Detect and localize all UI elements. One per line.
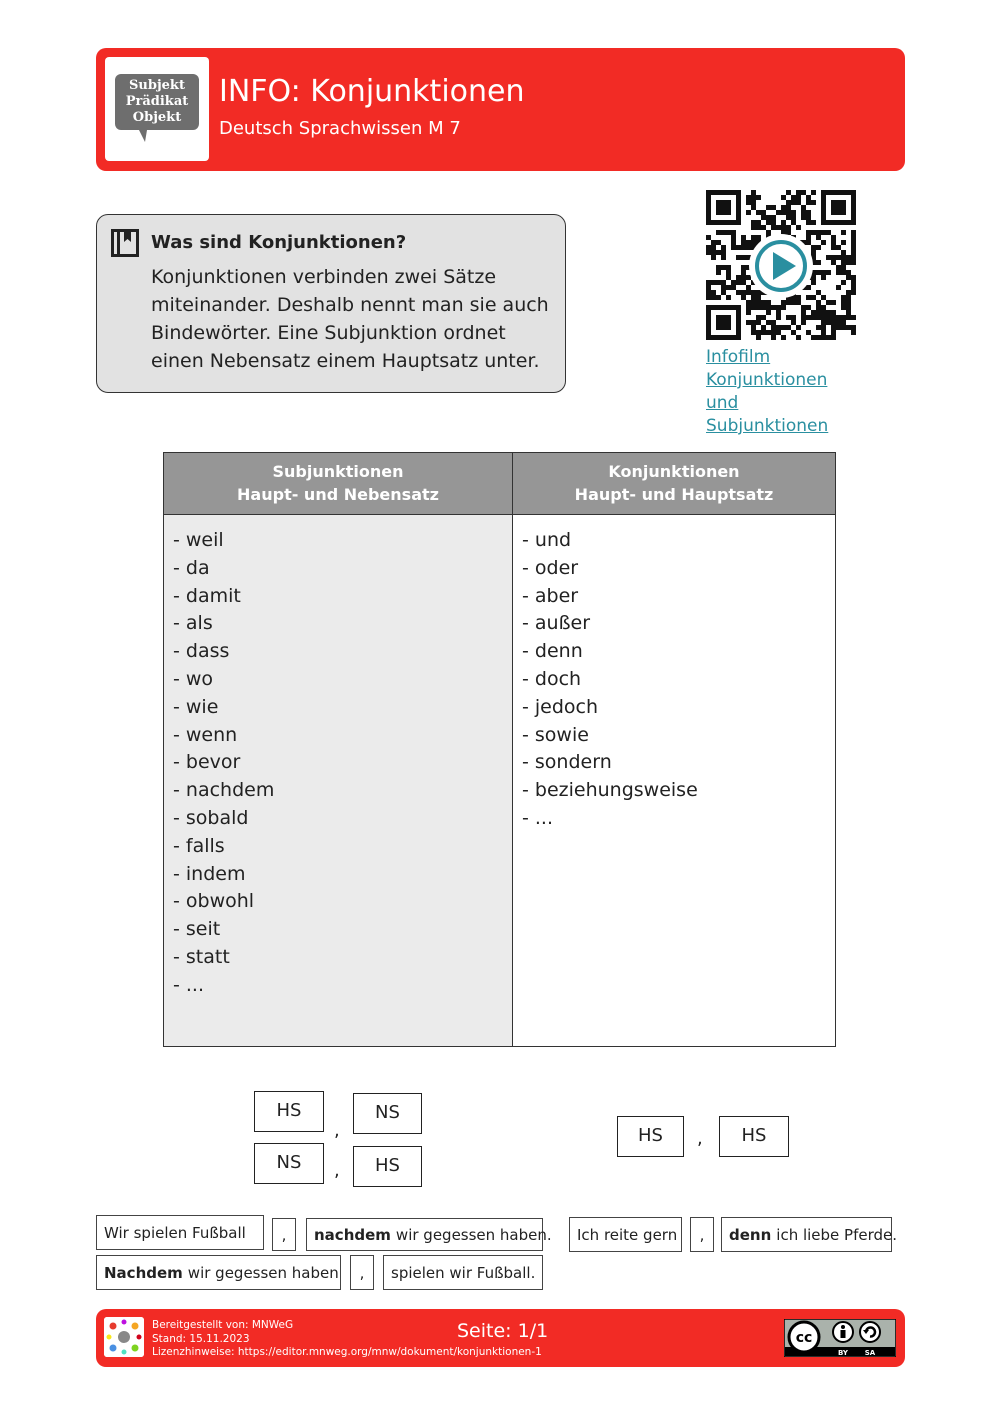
list-item: - seit bbox=[173, 918, 221, 941]
header-label: Subjunktionen bbox=[272, 462, 404, 481]
conjunction-word: denn bbox=[729, 1225, 772, 1244]
example-subordinate-clause bbox=[96, 1255, 341, 1290]
example-main-clause bbox=[383, 1255, 543, 1290]
footer-provider: Bereitgestellt von: MNWeG bbox=[152, 1319, 294, 1331]
example-main-clause bbox=[96, 1215, 264, 1250]
footer-license-link[interactable]: Lizenzhinweise: https://editor.mnweg.org/mnw/dokument/konjunktionen-1 bbox=[152, 1346, 542, 1358]
header-banner bbox=[96, 48, 905, 171]
video-link-line[interactable]: Infofilm bbox=[706, 347, 771, 367]
list-item: - weil bbox=[173, 529, 224, 551]
example-text: Ich reite gern bbox=[577, 1225, 678, 1244]
list-item: - doch bbox=[522, 667, 582, 690]
example-subordinate-clause bbox=[306, 1218, 552, 1251]
list-item: - statt bbox=[173, 945, 230, 968]
speech-bubble-icon bbox=[115, 74, 199, 130]
list-item: - wo bbox=[173, 667, 214, 690]
list-item: - sowie bbox=[522, 723, 589, 746]
list-item: - sobald bbox=[173, 806, 249, 829]
subjunction-list bbox=[173, 527, 274, 1000]
logo-line: Subjekt bbox=[129, 78, 185, 93]
video-link-line[interactable]: und bbox=[706, 393, 739, 413]
subjunction-column bbox=[164, 515, 513, 1046]
qr-code[interactable] bbox=[706, 190, 856, 340]
conjunction-list bbox=[522, 527, 698, 833]
header-sublabel: Haupt- und Hauptsatz bbox=[574, 485, 774, 504]
list-item: - ... bbox=[522, 806, 554, 829]
header-sublabel: Haupt- und Nebensatz bbox=[237, 485, 439, 504]
table-header-subjunctions bbox=[164, 453, 513, 515]
info-heading: Was sind Konjunktionen? bbox=[151, 232, 407, 253]
table-header-conjunctions bbox=[513, 453, 835, 515]
page-title: INFO: Konjunktionen bbox=[219, 74, 525, 109]
comma-text: , bbox=[281, 1225, 287, 1244]
bubble-tail bbox=[139, 130, 147, 142]
conjunction-word: Nachdem bbox=[104, 1263, 183, 1282]
example-text: wir gegessen haben bbox=[187, 1263, 339, 1282]
conjunction-table bbox=[163, 452, 836, 1047]
conjunction-column bbox=[513, 515, 835, 1046]
info-text-line: Konjunktionen verbinden zwei Sätze bbox=[151, 266, 497, 288]
list-item: - obwohl bbox=[173, 890, 255, 913]
cc-by-sa-license-icon bbox=[784, 1319, 896, 1357]
main-clause-box: HS bbox=[254, 1091, 324, 1132]
subordinate-clause-box: NS bbox=[254, 1143, 324, 1184]
comma-mark: , bbox=[334, 1120, 340, 1141]
video-link[interactable] bbox=[706, 346, 846, 438]
page-subtitle: Deutsch Sprachwissen M 7 bbox=[219, 118, 461, 139]
list-item: - ... bbox=[173, 973, 205, 996]
main-clause-box: HS bbox=[617, 1116, 684, 1157]
list-item: - als bbox=[173, 612, 213, 635]
example-text: spielen wir Fußball. bbox=[391, 1263, 536, 1282]
list-item: - bevor bbox=[173, 751, 241, 774]
comma-mark: , bbox=[697, 1128, 703, 1149]
video-link-line[interactable]: Subjunktionen bbox=[706, 416, 829, 436]
example-main-clause bbox=[721, 1217, 898, 1252]
list-item: - außer bbox=[522, 612, 591, 635]
example-comma bbox=[272, 1218, 296, 1251]
main-clause-box: HS bbox=[719, 1116, 789, 1157]
info-text-line: miteinander. Deshalb nennt man sie auch bbox=[151, 294, 549, 316]
comma-text: , bbox=[699, 1225, 705, 1244]
header-label: Konjunktionen bbox=[608, 462, 740, 481]
list-item: - und bbox=[522, 529, 572, 551]
list-item: - damit bbox=[173, 584, 241, 607]
info-text-line: Bindewörter. Eine Subjunktion ordnet bbox=[151, 322, 506, 344]
list-item: - indem bbox=[173, 862, 246, 885]
list-item: - da bbox=[173, 556, 210, 579]
comma-text: , bbox=[359, 1263, 365, 1282]
example-text: Wir spielen Fußball bbox=[104, 1223, 246, 1242]
example-text: ich liebe Pferde. bbox=[776, 1225, 898, 1244]
list-item: - oder bbox=[522, 556, 579, 579]
list-item: - jedoch bbox=[522, 695, 599, 718]
list-item: - wie bbox=[173, 695, 219, 718]
video-link-line[interactable]: Konjunktionen bbox=[706, 370, 828, 390]
conjunction-word: nachdem bbox=[314, 1225, 391, 1244]
cc-label-sa: SA bbox=[864, 1349, 876, 1357]
info-text-line: einen Nebensatz einem Hauptsatz unter. bbox=[151, 350, 540, 372]
list-item: - wenn bbox=[173, 723, 238, 746]
subject-logo bbox=[105, 57, 209, 161]
footer-date: Stand: 15.11.2023 bbox=[152, 1333, 250, 1345]
book-icon bbox=[111, 229, 139, 257]
logo-line: Prädikat bbox=[125, 94, 189, 109]
example-comma bbox=[690, 1217, 714, 1252]
list-item: - beziehungsweise bbox=[522, 779, 698, 802]
cc-label-by: BY bbox=[837, 1349, 849, 1357]
list-item: - falls bbox=[173, 834, 225, 857]
list-item: - sondern bbox=[522, 751, 612, 774]
example-text: wir gegessen haben. bbox=[395, 1225, 552, 1244]
logo-line: Objekt bbox=[132, 110, 182, 125]
comma-mark: , bbox=[334, 1160, 340, 1181]
list-item: - nachdem bbox=[173, 779, 275, 802]
main-clause-box: HS bbox=[353, 1146, 422, 1187]
example-main-clause bbox=[569, 1217, 682, 1252]
example-comma bbox=[350, 1255, 374, 1290]
list-item: - aber bbox=[522, 584, 579, 607]
list-item: - dass bbox=[173, 640, 230, 663]
list-item: - denn bbox=[522, 640, 583, 663]
svg-text:cc: cc bbox=[795, 1330, 813, 1346]
page-number: Seite: 1/1 bbox=[457, 1320, 549, 1342]
play-button-icon[interactable] bbox=[749, 234, 813, 298]
subordinate-clause-box: NS bbox=[353, 1093, 422, 1134]
mnweg-logo-icon bbox=[104, 1317, 144, 1357]
